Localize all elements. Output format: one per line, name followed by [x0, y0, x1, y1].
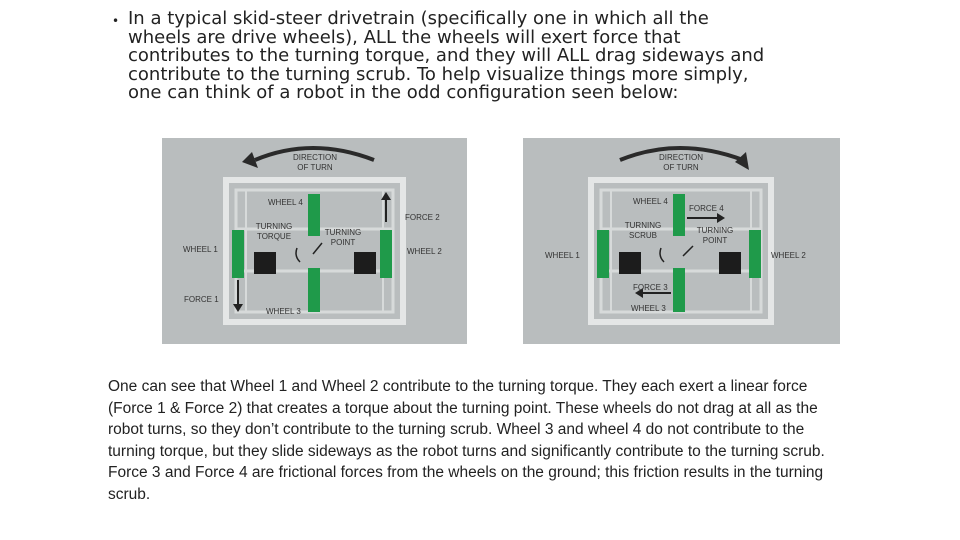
label-turning-point-2: POINT — [702, 236, 728, 245]
wheel-3 — [673, 268, 685, 312]
label-wheel-1: WHEEL 1 — [545, 251, 580, 260]
wheel-2 — [380, 230, 392, 278]
wheel-1 — [232, 230, 244, 278]
direction-label-1: DIRECTION — [659, 153, 703, 162]
label-turning-point-1: TURNING — [696, 226, 734, 235]
motor-right — [354, 252, 376, 274]
label-turning-scrub-1: TURNING — [624, 221, 662, 230]
wheel-2 — [749, 230, 761, 278]
label-turning-torque-1: TURNING — [255, 222, 293, 231]
label-turning-torque-2: TORQUE — [256, 232, 292, 241]
label-wheel-2: WHEEL 2 — [407, 247, 442, 256]
label-wheel-3: WHEEL 3 — [631, 304, 666, 313]
direction-label-2: OF TURN — [297, 163, 333, 172]
label-force-1: FORCE 1 — [184, 295, 219, 304]
label-force-2: FORCE 2 — [405, 213, 440, 222]
label-force-3: FORCE 3 — [633, 283, 668, 292]
diagram-turning-scrub — [523, 138, 840, 344]
label-wheel-4: WHEEL 4 — [633, 197, 668, 206]
motor-left — [254, 252, 276, 274]
label-wheel-1: WHEEL 1 — [183, 245, 218, 254]
label-force-4: FORCE 4 — [689, 204, 724, 213]
explanation-paragraph: One can see that Wheel 1 and Wheel 2 contribute to the turning torque. They each exert a linear force (Force 1 & Force 2) that creates a torque about the turning point. These wheels do not drag at all as the robot turns, so they don’t contribute to the turning scrub. Wheel 3 and wheel 4 do not contribute to the turning torque, but they slide sideways as the robot turns and significantly contribute to the turning scrub. Force 3 and Force 4 are frictional forces from the wheels on the ground; this friction results in the turning scrub. — [108, 378, 825, 503]
wheel-1 — [597, 230, 609, 278]
bullet-marker: • — [112, 14, 120, 28]
wheel-3 — [308, 268, 320, 312]
diagram-turning-torque — [162, 138, 467, 344]
label-turning-point-2: POINT — [330, 238, 356, 247]
motor-left — [619, 252, 641, 274]
label-turning-scrub-2: SCRUB — [628, 231, 658, 240]
bullet-text: In a typical skid-steer drivetrain (specifically one in which all the wheels are drive wheels), ALL the wheels will exert force that contributes to the turning torque, and they will ALL drag sideways and contribute to the turning scrub. To help visualize things more simply, one can think of a robot in the odd configuration seen below: — [128, 8, 765, 104]
label-wheel-3: WHEEL 3 — [266, 307, 301, 316]
wheel-4 — [308, 194, 320, 236]
direction-label-1: DIRECTION — [293, 153, 337, 162]
label-wheel-2: WHEEL 2 — [771, 251, 806, 260]
label-turning-point-1: TURNING — [324, 228, 362, 237]
wheel-4 — [673, 194, 685, 236]
motor-right — [719, 252, 741, 274]
label-wheel-4: WHEEL 4 — [268, 198, 303, 207]
direction-label-2: OF TURN — [663, 163, 699, 172]
